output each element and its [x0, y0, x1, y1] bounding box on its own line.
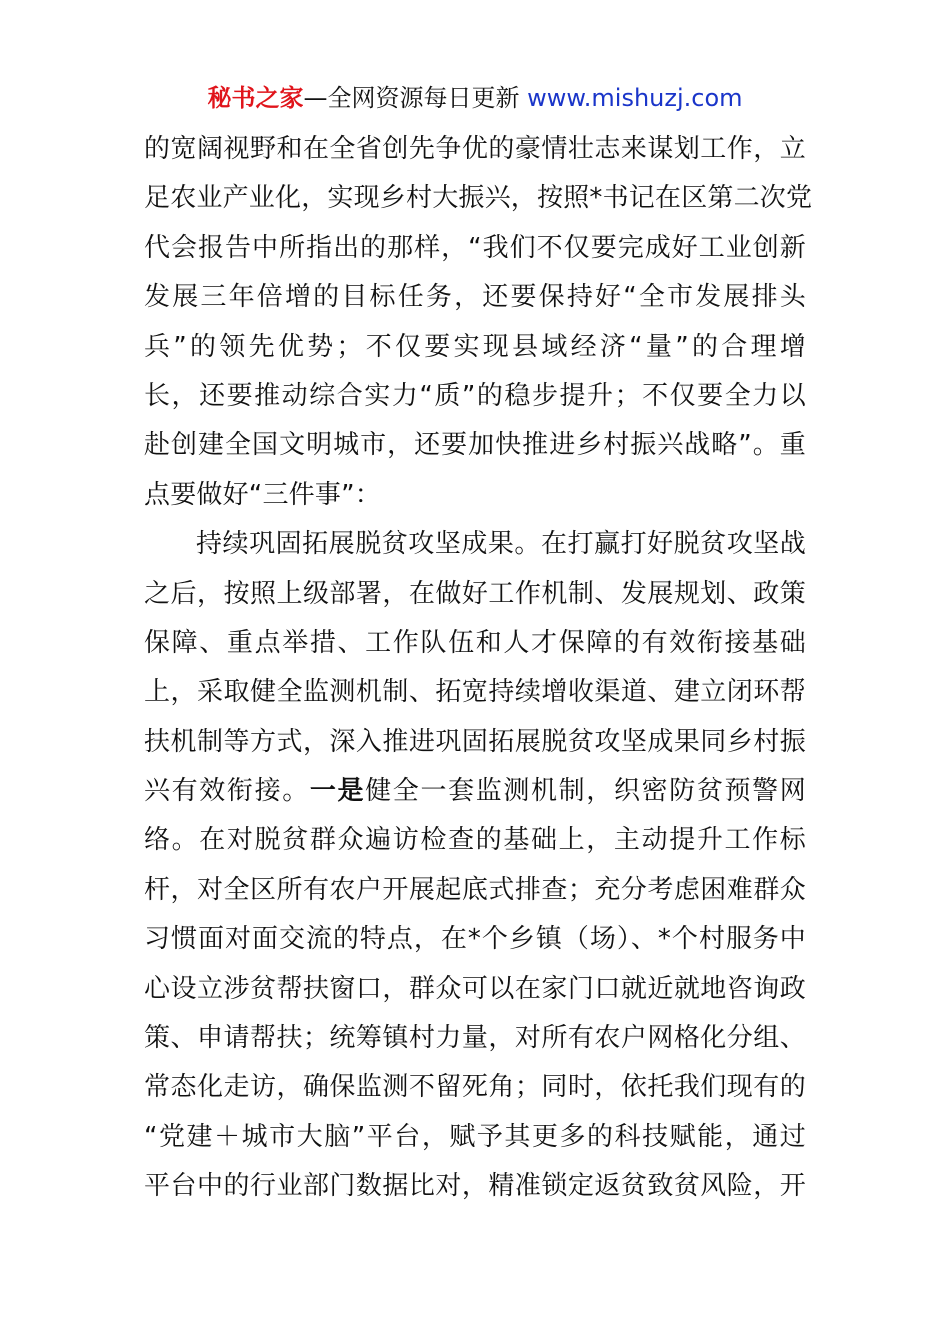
paragraph-2-line: 扶机制等方式，深入推进巩固拓展脱贫攻坚成果同乡村振	[144, 726, 806, 757]
document-body	[144, 125, 813, 1212]
paragraph-2-line: 常态化走访，确保监测不留死角；同时，依托我们现有的	[144, 1072, 806, 1103]
paragraph-2-line: 持续巩固拓展脱贫攻坚成果。在打赢打好脱贫攻坚战	[196, 529, 806, 560]
paragraph-2-line: 平台中的行业部门数据比对，精准锁定返贫致贫风险，开	[144, 1171, 806, 1202]
paragraph-2-line: 策、申请帮扶；统筹镇村力量，对所有农户网格化分组、	[144, 1023, 806, 1054]
paragraph-1-line: 长，还要推动综合实力“质”的稳步提升；不仅要全力以	[144, 380, 806, 411]
paragraph-1-line: 发展三年倍增的目标任务，还要保持好“全市发展排头	[144, 282, 806, 313]
paragraph-1-line: 足农业产业化，实现乡村大振兴，按照*书记在区第二次党	[144, 183, 813, 214]
website-link[interactable]: www.mishuzj.com	[527, 84, 743, 112]
paragraph-2-line: 之后，按照上级部署，在做好工作机制、发展规划、政策	[144, 578, 806, 609]
paragraph-2-line: “党建＋城市大脑”平台，赋予其更多的科技赋能，通过	[144, 1121, 806, 1152]
paragraph-2-line: 杆，对全区所有农户开展起底式排查；充分考虑困难群众	[144, 874, 806, 905]
paragraph-2-line: 上，采取健全监测机制、拓宽持续增收渠道、建立闭环帮	[144, 677, 806, 708]
brand-name: 秘书之家	[207, 84, 304, 112]
paragraph-2-line	[144, 767, 806, 816]
paragraph-1-line: 点要做好“三件事”：	[144, 479, 381, 510]
header-tagline: —全网资源每日更新	[303, 84, 520, 112]
paragraph-1-line: 的宽阔视野和在全省创先争优的豪情壮志来谋划工作，立	[144, 134, 806, 164]
paragraph-1-line: 代会报告中所指出的那样，“我们不仅要完成好工业创新	[144, 232, 806, 263]
paragraph-2-line: 习惯面对面交流的特点，在*个乡镇（场）、*个村服务中	[144, 924, 806, 955]
paragraph-2-text: 健全一套监测机制，织密防贫预警网	[365, 776, 807, 807]
paragraph-1-line: 兵”的领先优势；不仅要实现县域经济“量”的合理增	[144, 331, 806, 362]
bold-marker-first: 一是	[309, 776, 366, 807]
paragraph-2-text: 兴有效衔接。	[144, 776, 310, 807]
paragraph-2-line: 络。在对脱贫群众遍访检查的基础上，主动提升工作标	[144, 825, 806, 856]
page-header	[0, 82, 950, 114]
paragraph-2-line: 心设立涉贫帮扶窗口，群众可以在家门口就近就地咨询政	[144, 973, 806, 1004]
paragraph-1-line: 赴创建全国文明城市，还要加快推进乡村振兴战略”。重	[144, 430, 806, 461]
paragraph-2-line: 保障、重点举措、工作队伍和人才保障的有效衔接基础	[144, 627, 806, 658]
